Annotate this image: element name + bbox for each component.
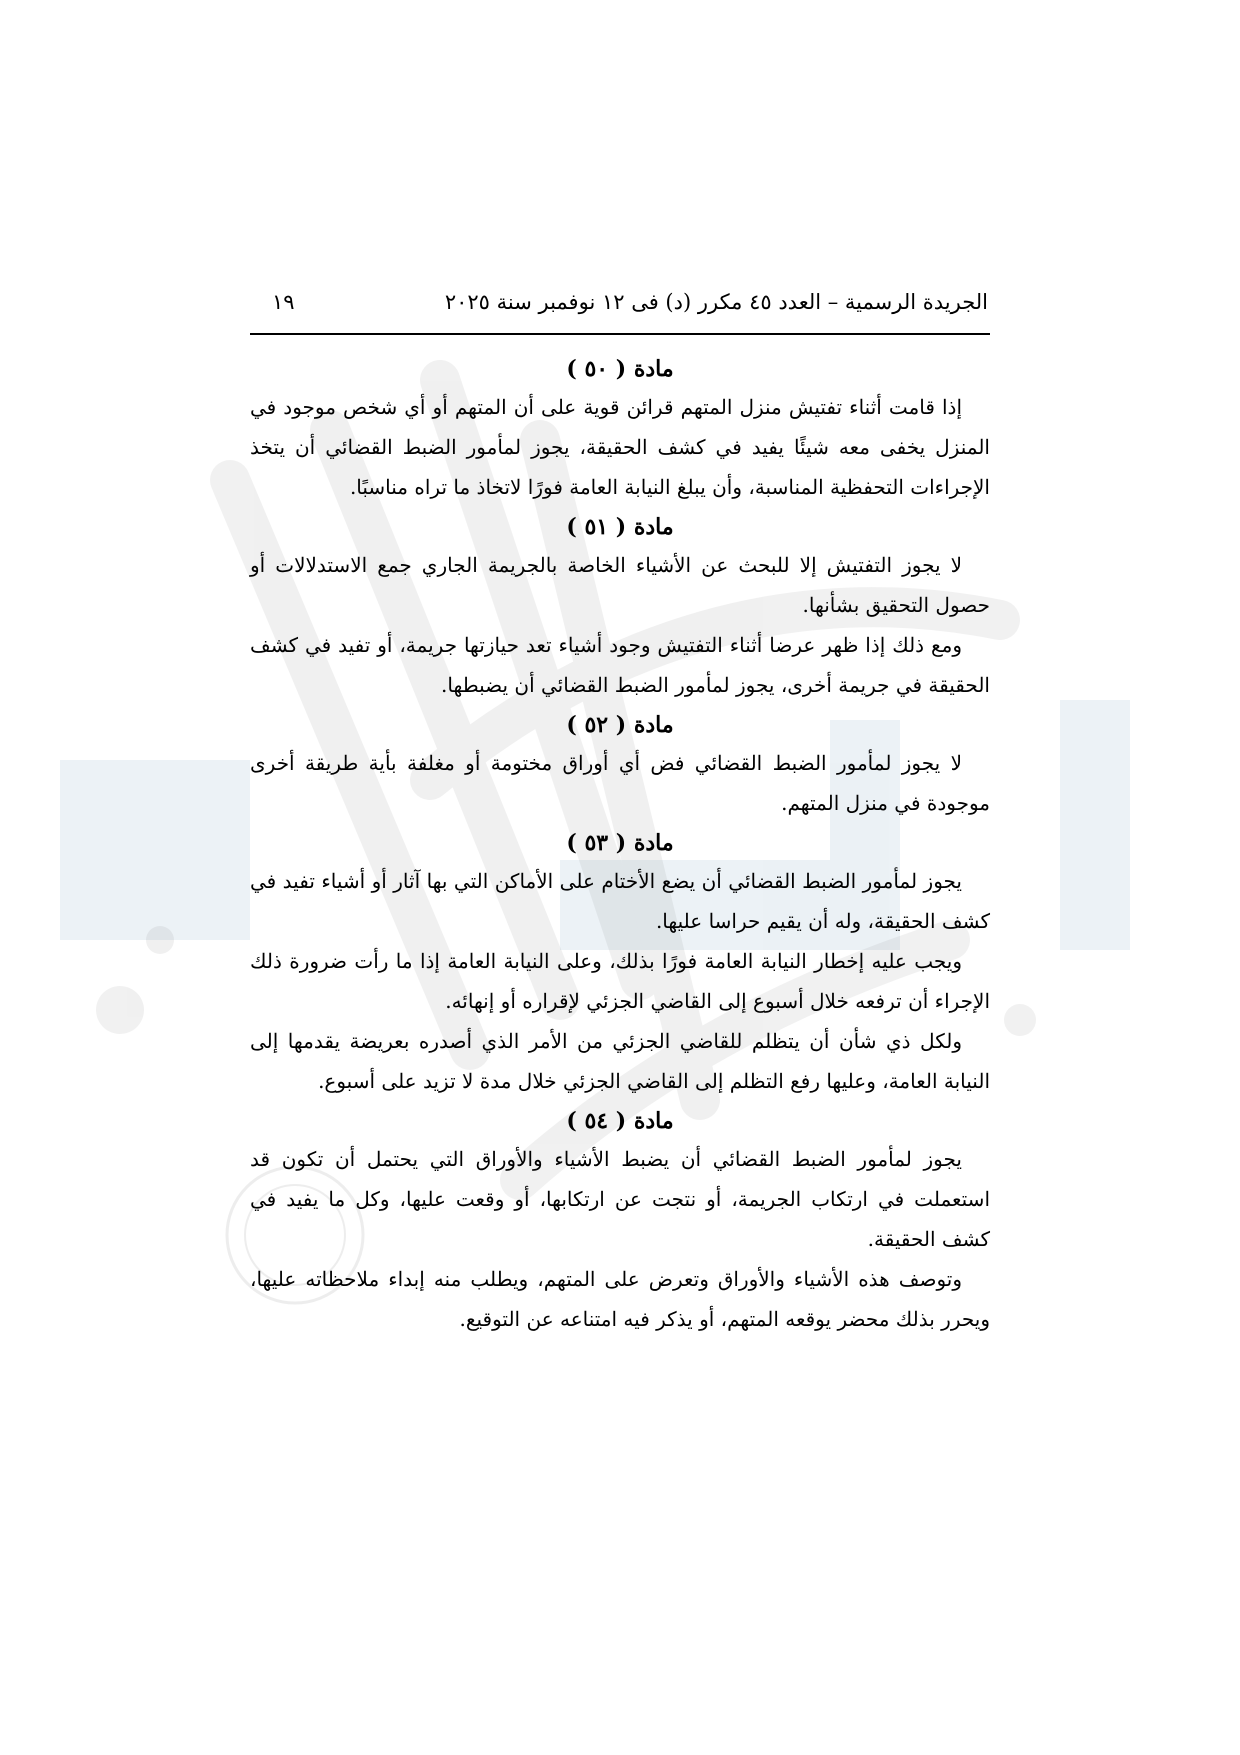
article-paragraph: وتوصف هذه الأشياء والأوراق وتعرض على المتهم، ويطلب منه إبداء ملاحظاته عليها، ويحرر بذلك محضر يوقعه المتهم، أو يذكر فيه امتناعه عن التوقيع. (250, 1267, 990, 1331)
article-paragraph: إذا قامت أثناء تفتيش منزل المتهم قرائن قوية على أن المتهم أو أي شخص موجود في المنزل يخفى معه شيئًا يفيد في كشف الحقيقة، يجوز لمأمور الضبط القضائي أن يتخذ الإجراءات التحفظية المناسبة، وأن يبلغ النيابة العامة فورًا لاتخاذ ما تراه مناسبًا. (250, 395, 990, 499)
article-paragraph: ولكل ذي شأن أن يتظلم للقاضي الجزئي من الأمر الذي أصدره بعريضة يقدمها إلى النيابة العامة، وعليها رفع التظلم إلى القاضي الجزئي خلال مدة لا تزيد على أسبوع. (250, 1029, 990, 1093)
article-paragraph: يجوز لمأمور الضبط القضائي أن يضع الأختام على الأماكن التي بها آثار أو أشياء تفيد في كشف الحقيقة، وله أن يقيم حراسا عليها. (250, 869, 990, 933)
article-title-word: مادة (633, 712, 674, 738)
article-title (250, 1103, 990, 1139)
header-divider (250, 333, 990, 335)
article-number: ( ٥١ ) (566, 514, 634, 540)
article (250, 825, 990, 1101)
article-paragraph: يجوز لمأمور الضبط القضائي أن يضبط الأشياء والأوراق التي يحتمل أن تكون قد استعملت في ارتكاب الجريمة، أو نتجت عن ارتكابها، أو وقعت عليها، وكل ما يفيد في كشف الحقيقة. (250, 1147, 990, 1251)
article (250, 1103, 990, 1339)
article-title (250, 825, 990, 861)
article-title (250, 707, 990, 743)
article-title-word: مادة (633, 830, 674, 856)
article-title-word: مادة (633, 1108, 674, 1134)
article-title-word: مادة (633, 514, 674, 540)
article-paragraph: لا يجوز التفتيش إلا للبحث عن الأشياء الخاصة بالجريمة الجاري جمع الاستدلالات أو حصول التحقيق بشأنها. (250, 553, 990, 617)
page-number: ١٩ (272, 290, 295, 314)
article-title-word: مادة (633, 356, 674, 382)
article (250, 351, 990, 507)
article-number: ( ٥٠ ) (566, 356, 634, 382)
article (250, 509, 990, 705)
article-paragraph: ويجب عليه إخطار النيابة العامة فورًا بذلك، وعلى النيابة العامة إذا ما رأت ضرورة ذلك الإجراء أن ترفعه خلال أسبوع إلى القاضي الجزئي لإقراره أو إنهائه. (250, 949, 990, 1013)
articles-container (250, 351, 990, 1339)
article (250, 707, 990, 823)
article-number: ( ٥٣ ) (566, 830, 634, 856)
gazette-page (250, 285, 990, 1339)
article-paragraph: لا يجوز لمأمور الضبط القضائي فض أي أوراق مختومة أو مغلفة بأية طريقة أخرى موجودة في منزل المتهم. (250, 751, 990, 815)
article-title (250, 351, 990, 387)
article-number: ( ٥٢ ) (566, 712, 634, 738)
article-number: ( ٥٤ ) (566, 1108, 634, 1134)
article-title (250, 509, 990, 545)
header-title: الجريدة الرسمية – العدد ٤٥ مكرر (د) فى ١٢ نوفمبر سنة ٢٠٢٥ (444, 290, 988, 314)
article-paragraph: ومع ذلك إذا ظهر عرضا أثناء التفتيش وجود أشياء تعد حيازتها جريمة، أو تفيد في كشف الحقيقة في جريمة أخرى، يجوز لمأمور الضبط القضائي أن يضبطها. (250, 633, 990, 697)
page-header (250, 285, 990, 319)
